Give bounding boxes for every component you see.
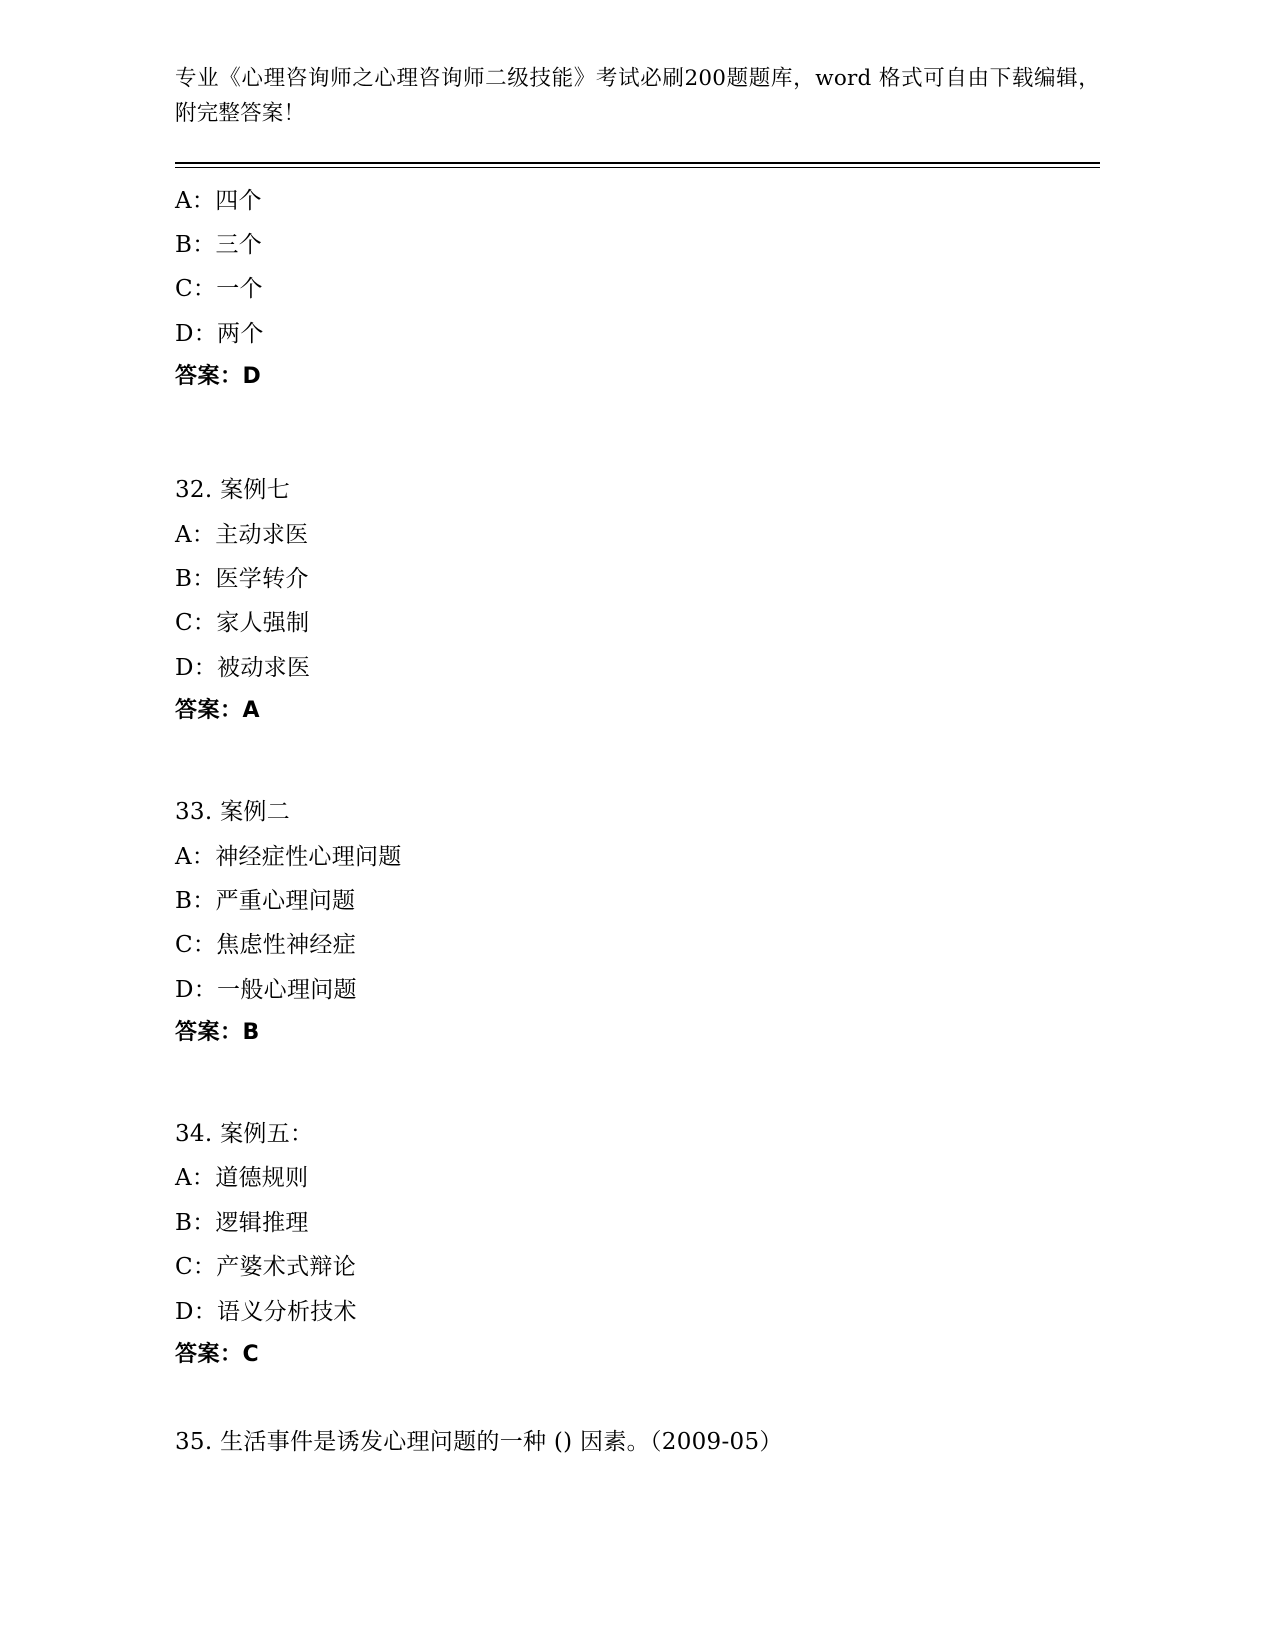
question-title: 33. 案例二 <box>175 798 290 825</box>
answer-label: 答案：B <box>175 1019 260 1045</box>
question-block <box>175 798 1100 1048</box>
answer-label: 答案：A <box>175 698 261 724</box>
block-spacer <box>175 726 1100 772</box>
option-d[interactable]: D：一般心理问题 <box>175 976 357 1003</box>
option-d[interactable]: D：两个 <box>175 320 264 347</box>
option-a[interactable]: A：主动求医 <box>175 521 309 548</box>
option-b[interactable]: B：逻辑推理 <box>175 1209 309 1236</box>
document-header: 专业《心理咨询师之心理咨询师二级技能》考试必刷200题题库，word 格式可自由下载编辑，附完整答案！ <box>175 66 1100 126</box>
question-title: 35. 生活事件是诱发心理问题的一种 () 因素。（2009-05） <box>175 1429 783 1456</box>
header-divider <box>175 162 1100 168</box>
block-spacer <box>175 1048 1100 1094</box>
answer-label: 答案：C <box>175 1341 260 1367</box>
option-c[interactable]: C：产婆术式辩论 <box>175 1254 356 1281</box>
answer-label: 答案：D <box>175 364 262 390</box>
option-a[interactable]: A：四个 <box>175 187 262 214</box>
option-c[interactable]: C：焦虑性神经症 <box>175 932 356 959</box>
option-d[interactable]: D：被动求医 <box>175 654 311 681</box>
option-a[interactable]: A：神经症性心理问题 <box>175 843 402 870</box>
block-spacer <box>175 1369 1100 1427</box>
document-content <box>175 0 1100 1459</box>
question-title: 34. 案例五： <box>175 1120 314 1147</box>
option-c[interactable]: C：一个 <box>175 276 263 303</box>
question-block <box>175 1120 1100 1370</box>
option-d[interactable]: D：语义分析技术 <box>175 1298 357 1325</box>
question-title: 32. 案例七 <box>175 476 290 503</box>
option-a[interactable]: A：道德规则 <box>175 1165 309 1192</box>
option-c[interactable]: C：家人强制 <box>175 610 310 637</box>
question-block <box>175 186 1100 392</box>
option-b[interactable]: B：医学转介 <box>175 565 309 592</box>
option-b[interactable]: B：严重心理问题 <box>175 887 356 914</box>
block-spacer <box>175 392 1100 450</box>
option-b[interactable]: B：三个 <box>175 232 263 259</box>
question-block <box>175 476 1100 726</box>
